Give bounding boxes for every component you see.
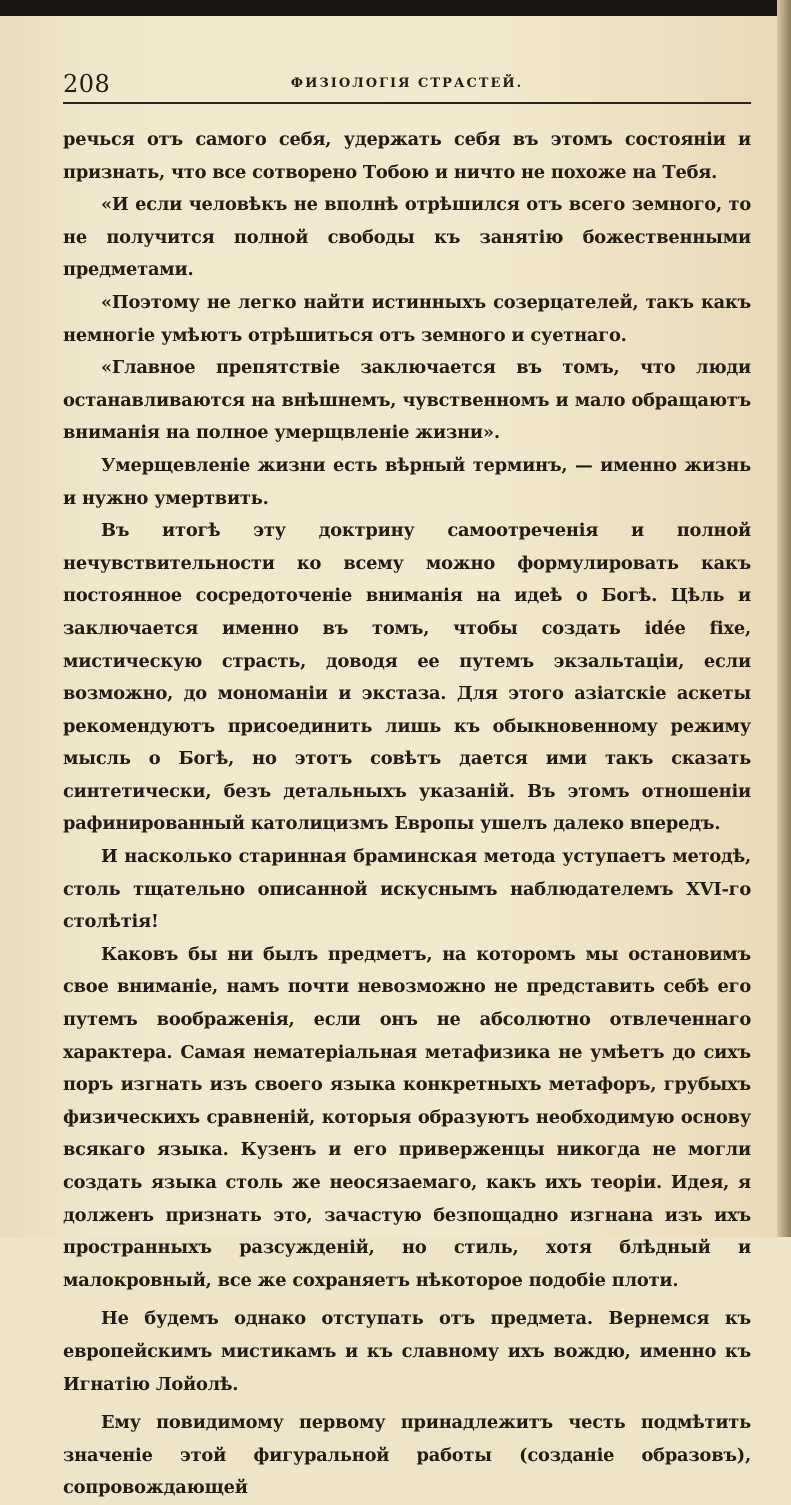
scan-top-edge [0,0,791,16]
page-number: 208 [63,70,111,98]
page-body [63,124,751,1505]
paragraph: «И если человѣкъ не вполнѣ отрѣшился отъ всего земного, то не получится полной свободы къ занятію божественными предметами. [63,194,751,281]
paragraph: Ему повидимому первому принадлежитъ честь подмѣтить значеніе этой фигуральной работы (созданіе образовъ), сопровождающей [63,1412,751,1499]
paragraph: Умерщевленіе жизни есть вѣрный терминъ, — именно жизнь и нужно умертвить. [63,454,751,509]
paragraph: Каковъ бы ни былъ предметъ, на которомъ мы остановимъ свое вниманіе, намъ почти невозможно не представить себѣ его путемъ воображенія, если онъ не абсолютно отвлеченнаго характера. Самая нематеріальная метафизика не умѣетъ до сихъ поръ изгнать изъ своего языка конкретныхъ метафоръ, грубыхъ физическихъ сравненій, которыя образуютъ необходимую основу всякаго языка. Кузенъ и его приверженцы никогда не могли создать языка столь же неосязаемаго, какъ ихъ теоріи. Идея, я долженъ признать это, зачастую безпощадно изгнана изъ ихъ пространныхъ разсужденій, но стиль, хотя блѣдный и малокровный, все же сохраняетъ нѣкоторое подобіе плоти. [63,943,751,1291]
paragraph: речься отъ самого себя, удержать себя въ этомъ состояніи и признать, что все сотворено Тобою и ничто не похоже на Тебя. [63,129,751,183]
page-header [63,66,751,104]
running-head: ФИЗІОЛОГІЯ СТРАСТЕЙ. [290,76,524,91]
paragraph: «Поэтому не легко найти истинныхъ созерцателей, такъ какъ немногіе умѣютъ отрѣшиться отъ земного и суетнаго. [63,291,751,346]
paragraph: И насколько старинная браминская метода уступаетъ методѣ, столь тщательно описанной искуснымъ наблюдателемъ XVI-го столѣтія! [63,846,751,933]
paragraph: Въ итогѣ эту доктрину самоотреченія и полной нечувствительности ко всему можно формулировать какъ постоянное сосредоточеніе вниманія на идеѣ о Богѣ. Цѣль и заключается именно въ томъ, чтобы создать idée fixe, мистическую страсть, доводя ее путемъ экзальтаціи, если возможно, до мономаніи и экстаза. Для этого азіатскіе аскеты рекомендуютъ присоединить лишь къ обыкновенному режиму мысль о Богѣ, но этотъ совѣтъ дается ими такъ сказать синтетически, безъ детальныхъ указаній. Въ этомъ отношеніи рафинированный католицизмъ Европы ушелъ далеко впередъ. [63,520,751,835]
paragraph: «Главное препятствіе заключается въ томъ, что люди останавливаются на внѣшнемъ, чувственномъ и мало обращаютъ вниманія на полное умерщвленіе жизни». [63,357,751,444]
paragraph: Не будемъ однако отступать отъ предмета. Вернемся къ европейскимъ мистикамъ и къ славному ихъ вождю, именно къ Игнатію Лойолѣ. [63,1308,751,1395]
scan-right-edge [777,0,791,1237]
